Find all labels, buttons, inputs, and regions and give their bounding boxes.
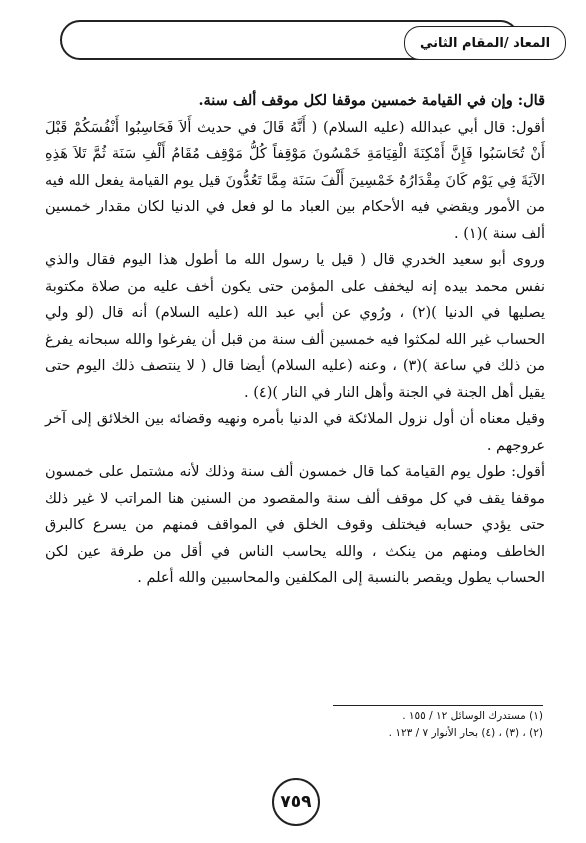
question-line: قال: وإن في القيامة خمسين موقفا لكل موقف ألف سنة. (198, 92, 545, 109)
running-header-title: المعاد /المقام الثاني (404, 26, 566, 60)
footnotes (200, 708, 543, 742)
paragraph-4: أقول: طول يوم القيامة كما قال خمسون ألف سنة وذلك لأنه مشتمل على خمسون موقفا يقف في كل موقف ألف سنة والمقصود من السنين هنا المراتب لا غير ذلك حتى يؤدي حسابه فيختلف وقوف الخلق في المواقف فمنهم من يسرع كالبرق الخاطف ومنهم من ينكث ، والله يحاسب الناس في أقل من طرفة عين لكن الحساب يطول ويقصر بالنسبة إلى المكلفين والمحاسبين والله أعلم . (45, 464, 545, 586)
footnote-divider (333, 705, 543, 706)
page-number: ٧٥٩ (272, 778, 320, 826)
paragraph-1: أقول: قال أبي عبدالله (عليه السلام) ( أَنَّهُ قَالَ في حديث أَلاَ فَحَاسِبُوا أَنْفُسَكُمْ قَبْلَ أَنْ تُحَاسَبُوا فَإِنَّ أَمْكِنَةَ الْقِيَامَةِ خَمْسُونَ مَوْقِفاً كُلُّ مَوْقِف مُقَامُ أَلْفِ سَنَة ثُمَّ تَلاَ هَذِهِ الآيَةَ فِي يَوْم كَانَ مِقْدَارُهُ خَمْسِينَ أَلْفَ سَنَة مِمَّا تَعُدُّونَ قيل يوم القيامة يفعل الله فيه من الأمور ويقضي فيه الأحكام بين العباد ما لو فعل في الدنيا لكان مقدار خمسين ألف سنة )(١) . (45, 119, 545, 242)
footnote-1: (١) مستدرك الوسائل ١٢ / ١٥٥ . (402, 710, 543, 722)
footnote-2: (٢) ، (٣) ، (٤) بحار الأنوار ٧ / ١٢٣ . (388, 727, 543, 739)
main-text (45, 88, 545, 592)
paragraph-3: وقيل معناه أن أول نزول الملائكة في الدنيا بأمره ونهيه وقضائه بين الخلائق إلى آخر عروجهم . (45, 411, 545, 454)
paragraph-2: وروى أبو سعيد الخدري قال ( قيل يا رسول الله ما أطول هذا اليوم فقال والذي نفس محمد بيده إنه ليخفف على المؤمن حتى يكون أخف عليه من صلاة مكتوبة يصليها في الدنيا )(٢) ، ورُوي عن أبي عبد الله (عليه السلام) أنه قال (لو ولي الحساب غير الله لمكثوا فيه خمسين ألف سنة من قبل أن يفرغوا والله سبحانه يفرغ من ذلك في ساعة )(٣) ، وعنه (عليه السلام) أيضا قال ( لا ينتصف ذلك اليوم حتى يقيل أهل الجنة في الجنة وأهل النار في النار )(٤) . (45, 252, 545, 401)
